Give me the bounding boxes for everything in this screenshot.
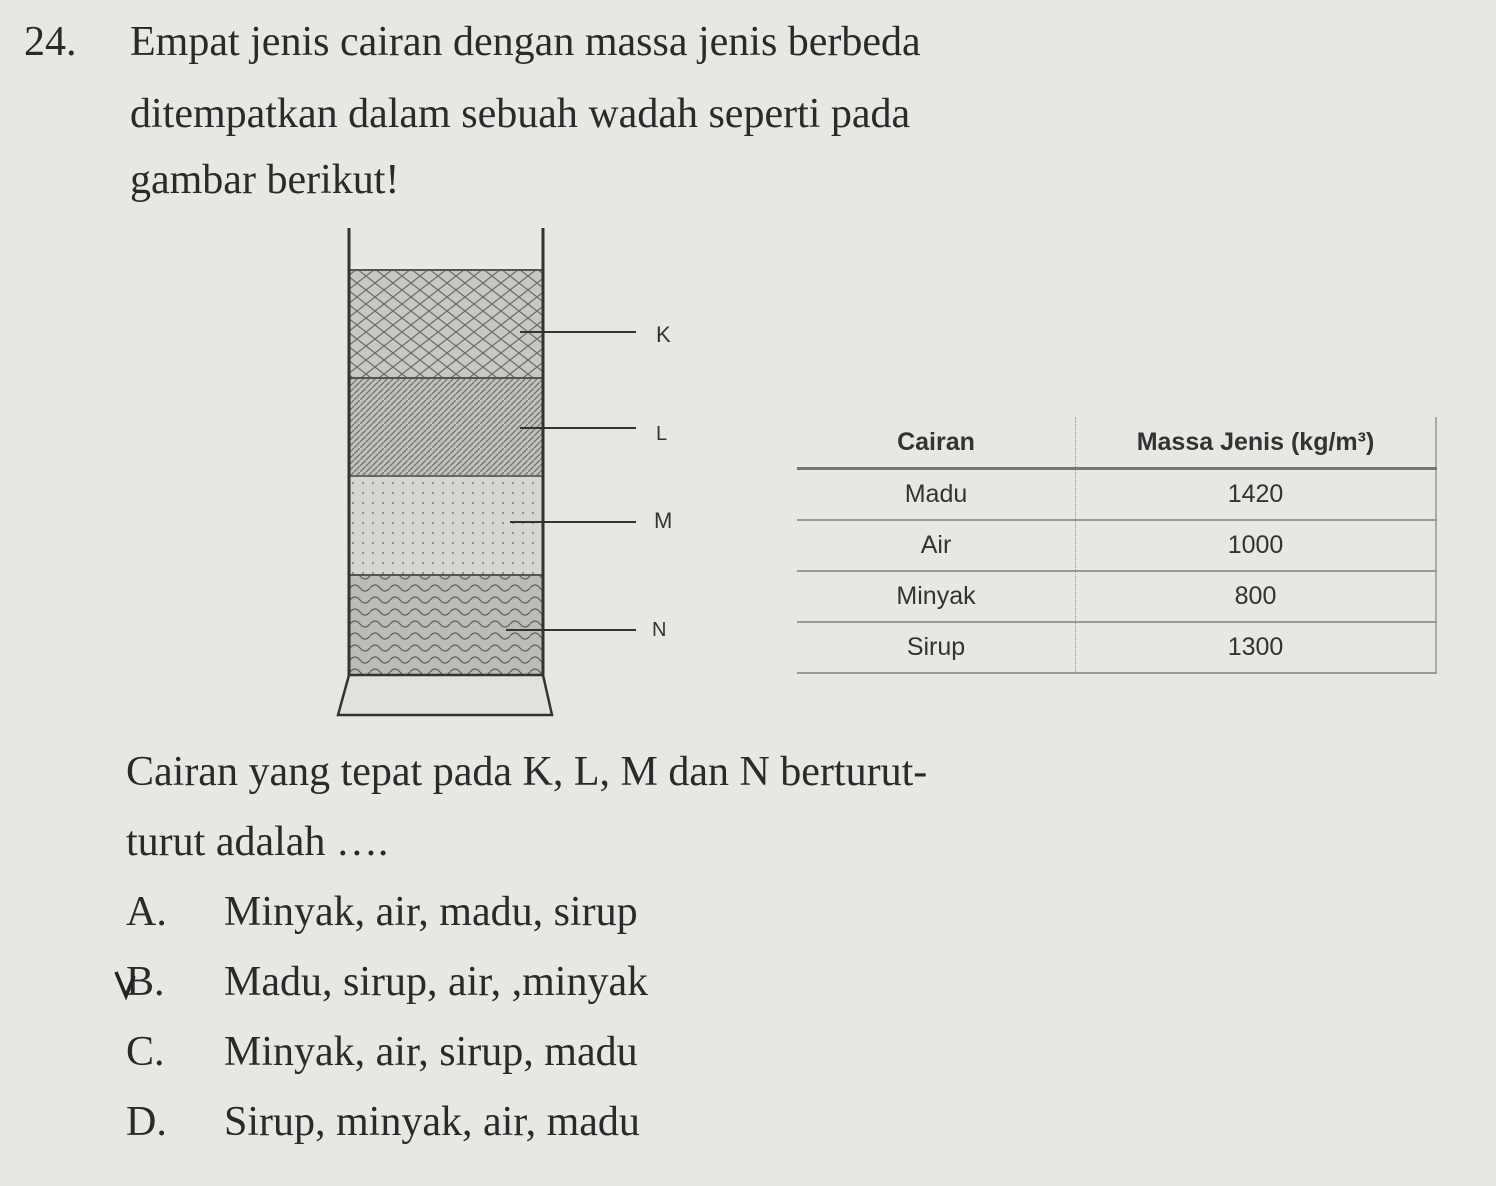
option-a[interactable] [126,888,638,936]
table-cell: Sirup [797,622,1076,673]
label-n: N [652,619,667,641]
table-cell: 1420 [1076,469,1437,521]
option-text: Madu, sirup, air, ,minyak [224,959,649,1005]
layer-m [349,476,543,575]
density-table [797,417,1437,674]
label-k: K [656,322,671,347]
question-line-2: ditempatkan dalam sebuah wadah seperti pada [130,91,911,137]
table-header-cell: Massa Jenis (kg/m³) [1076,417,1437,469]
table-row [797,520,1436,571]
option-c[interactable] [126,1028,638,1076]
layer-l [349,378,543,476]
handwritten-check-mark [114,966,154,1006]
table-cell: Minyak [797,571,1076,622]
option-letter: B. [126,958,224,1006]
table-header-cell: Cairan [797,417,1076,469]
question-line-1: Empat jenis cairan dengan massa jenis berbeda [130,19,921,65]
table-row [797,469,1436,521]
option-letter: C. [126,1029,165,1075]
question-stem-line-1: Cairan yang tepat pada K, L, M dan N berturut- [126,749,928,795]
option-d[interactable] [126,1098,640,1146]
table-cell: 800 [1076,571,1437,622]
question-number: 24. [24,19,77,65]
option-text: Minyak, air, madu, sirup [224,889,638,935]
container-base [338,675,552,715]
table-cell: 1000 [1076,520,1437,571]
question-line-3: gambar berikut! [130,157,400,203]
table-row [797,622,1436,673]
question-stem-line-2: turut adalah …. [126,819,389,865]
option-text: Sirup, minyak, air, madu [224,1099,640,1145]
layer-n [349,575,543,675]
table-cell: 1300 [1076,622,1437,673]
container-diagram [330,220,730,725]
table-header-row [797,417,1436,469]
layer-k [349,270,543,378]
label-m: M [654,508,673,533]
option-letter: A. [126,889,167,935]
table-cell: Air [797,520,1076,571]
option-letter: D. [126,1099,167,1145]
option-b[interactable] [126,958,648,1006]
label-l: L [656,423,668,445]
table-row [797,571,1436,622]
table-cell: Madu [797,469,1076,521]
option-text: Minyak, air, sirup, madu [224,1029,638,1075]
